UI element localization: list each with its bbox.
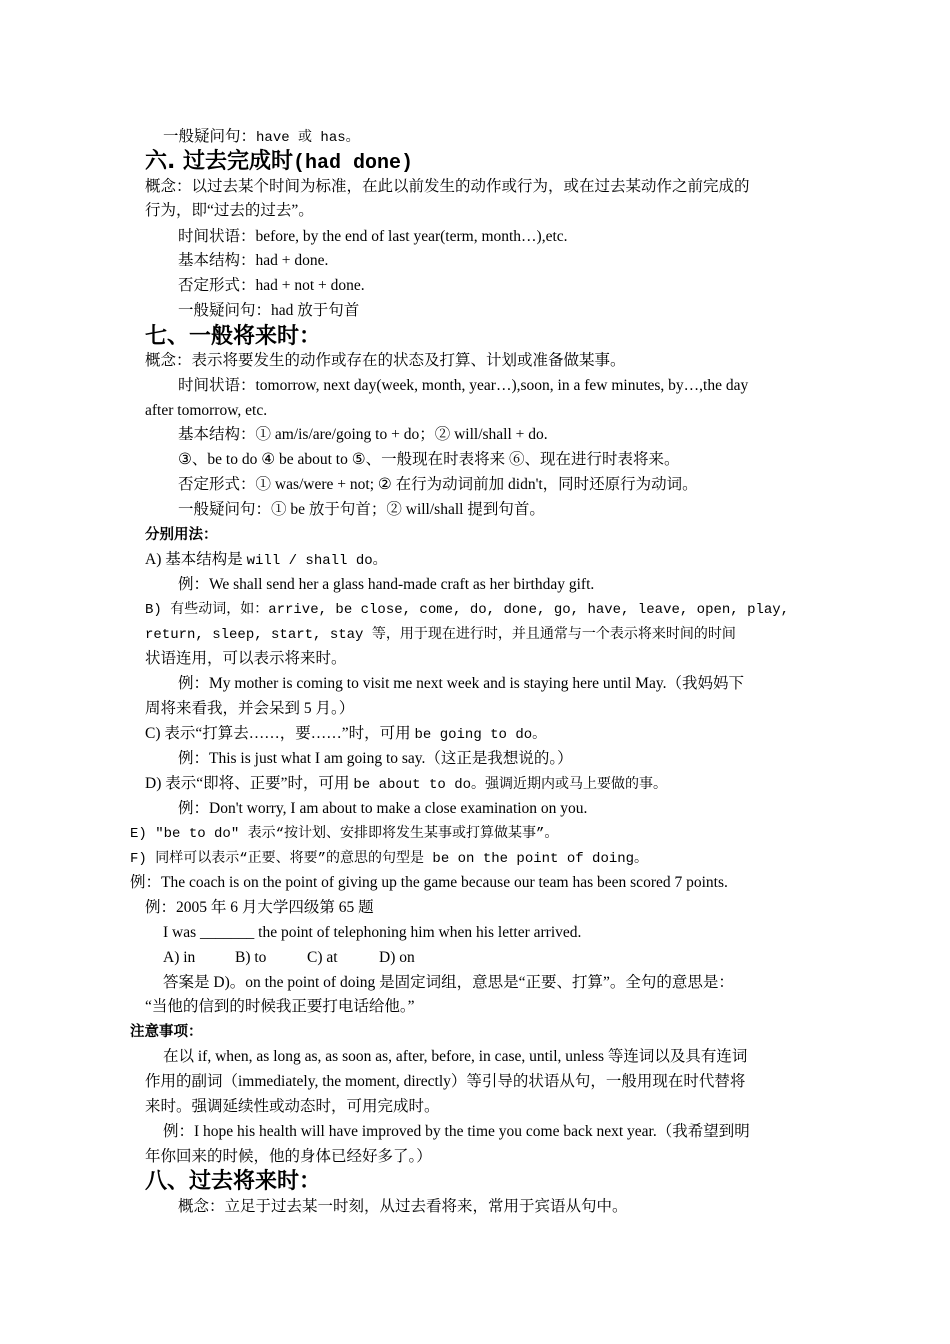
time-adverbial-line: after tomorrow, etc. [145, 402, 268, 419]
text: 一般疑问句： [163, 128, 257, 145]
text: D) 表示“即将、正要”时，可用 [145, 775, 354, 792]
time-adverbial-line: 时间状语：before, by the end of last year(term, month…),etc. [178, 228, 568, 245]
usage-e-line [130, 822, 558, 845]
usage-d-line [145, 773, 667, 796]
interrogative-line [163, 126, 360, 149]
note-line: 在以 if, when, as long as, as soon as, after, before, in case, until, unless 等连词以及具有连词 [163, 1048, 748, 1065]
text: F) 同样可以表示“正要、将要”的意思的句型是 [130, 851, 433, 867]
heading-text: 六. 过去完成时 [145, 149, 294, 174]
heading-text: (had done) [293, 152, 414, 175]
note-line: 来时。强调延续性或动态时，可用完成时。 [145, 1098, 440, 1115]
usage-b-line: return, sleep, start, stay 等，用于现在进行时，并且通常与一个表示将来时间的时间 [145, 627, 736, 643]
usage-a-line [145, 549, 387, 572]
usage-c-line [145, 723, 546, 746]
text: "be to do" 表示“按计划、安排即将发生某事或打算做某事”。 [155, 826, 559, 842]
note-line: 作用的副词（immediately, the moment, directly）等引导的状语从句，一般用现在时代替将 [145, 1073, 746, 1090]
example-line: 例：We shall send her a glass hand-made craft as her birthday gift. [178, 576, 595, 593]
example-line: 例：The coach is on the point of giving up the game because our team has been scored 7 points. [130, 874, 728, 891]
example-line: 例：This is just what I am going to say.（这正是我想说的。） [178, 750, 573, 767]
text: E) [130, 826, 156, 842]
text: be going to do。 [414, 727, 547, 743]
structure-line: 基本结构：had + done. [178, 252, 329, 269]
negative-line: 否定形式：had + not + done. [178, 277, 365, 294]
concept-line: 行为，即“过去的过去”。 [145, 202, 314, 219]
negative-line: 否定形式：① was/were + not; ② 在行为动词前加 didn't，同时还原行为动词。 [178, 476, 698, 493]
example-line: 例：My mother is coming to visit me next week and is staying here until May.（我妈妈下 [178, 675, 744, 692]
time-adverbial-line: 时间状语：tomorrow, next day(week, month, year…),soon, in a few minutes, by…,the day [178, 377, 749, 394]
answer-options [163, 947, 451, 969]
concept-line: 概念：立足于过去某一时刻，从过去看将来，常用于宾语从句中。 [178, 1198, 628, 1215]
concept-line: 概念：表示将要发生的动作或存在的状态及打算、计划或准备做某事。 [145, 352, 626, 369]
example-line: 周将来看我，并会呆到 5 月。） [145, 700, 355, 717]
concept-line: 概念：以过去某个时间为标准，在此以前发生的动作或行为，或在过去某动作之前完成的 [145, 178, 750, 195]
usage-f-line [130, 847, 648, 870]
answer-line: “当他的信到的时候我正要打电话给他。” [145, 998, 415, 1015]
example-line: 例：Don't worry, I am about to make a close examination on you. [178, 800, 588, 817]
usage-b-line: B) 有些动词，如：arrive, be close, come, do, done, go, have, leave, open, play, [145, 602, 790, 618]
heading-simple-future: 七、一般将来时： [145, 324, 322, 349]
text: be about to do。强调近期内或马上要做的事。 [353, 777, 667, 793]
option-a: A) in [163, 949, 196, 966]
exam-question-line: I was _______ the point of telephoning him when his letter arrived. [163, 924, 582, 941]
example-line: 年你回来的时候，他的身体已经好多了。） [145, 1148, 432, 1165]
subheading-usage: 分别用法： [145, 527, 218, 543]
option-b: B) to [235, 949, 267, 966]
text: be on the point of doing。 [432, 851, 649, 867]
text: will / shall do。 [246, 553, 387, 569]
heading-future-in-past: 八、过去将来时： [145, 1169, 322, 1194]
question-line: 一般疑问句：① be 放于句首；② will/shall 提到句首。 [178, 501, 545, 518]
text: C) 表示“打算去……，要……”时，可用 [145, 725, 415, 742]
option-c: C) at [307, 949, 338, 966]
structure-line: ③、be to do ④ be about to ⑤、一般现在时表将来 ⑥、现在进行时表将来。 [178, 451, 680, 468]
exam-title-line: 例：2005 年 6 月大学四级第 65 题 [145, 899, 374, 916]
usage-b-line: 状语连用，可以表示将来时。 [145, 650, 347, 667]
question-line: 一般疑问句：had 放于句首 [178, 302, 360, 319]
answer-line: 答案是 D)。on the point of doing 是固定词组，意思是“正要、打算”。全句的意思是： [163, 974, 734, 991]
text: A) 基本结构是 [145, 551, 247, 568]
option-d: D) on [379, 949, 415, 966]
subheading-notes: 注意事项： [130, 1024, 203, 1040]
structure-line: 基本结构：① am/is/are/going to + do；② will/shall + do. [178, 426, 548, 443]
text: have 或 has。 [256, 130, 360, 146]
heading-past-perfect [145, 148, 413, 178]
example-line: 例：I hope his health will have improved by the time you come back next year.（我希望到明 [163, 1123, 750, 1140]
